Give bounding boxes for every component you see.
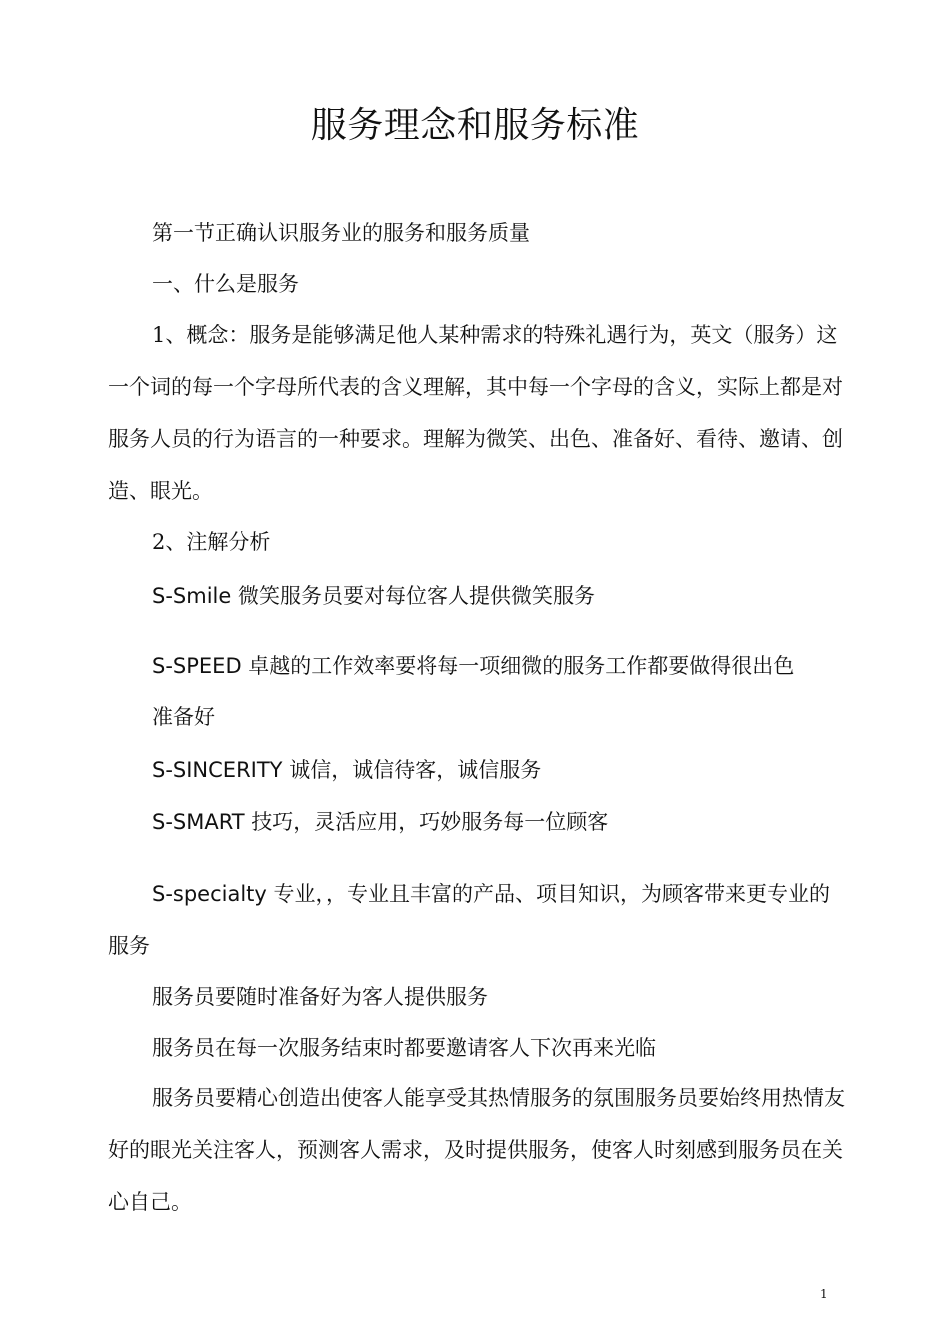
section-heading	[108, 207, 850, 259]
sincerity-text: 诚信，诚信待客，诚信服务	[289, 758, 542, 782]
prepared-text: 服务员要随时准备好为客人提供服务	[152, 985, 488, 1009]
concept-paragraph-text: 1、概念：服务是能够满足他人某种需求的特殊礼遇行为，英文（服务）这一个词的每一个字母所代表的含义理解，其中每一个字母的含义，实际上都是对服务人员的行为语言的一种要求。理解为微笑、出色、准备好、看待、邀请、创造、眼光。	[108, 323, 843, 503]
subsection-heading-text: 一、什么是服务	[152, 272, 299, 296]
atmosphere-text: 服务员要精心创造出使客人能享受其热情服务的氛围服务员要始终用热情友好的眼光关注客人，预测客人需求，及时提供服务，使客人时刻感到服务员在关心自己。	[108, 1086, 845, 1214]
section-heading-text: 第一节正确认识服务业的服务和服务质量	[152, 221, 530, 245]
smart-label: S-SMART	[152, 810, 245, 834]
subsection-heading	[108, 258, 850, 310]
analysis-heading-text: 2、注解分析	[152, 530, 271, 554]
sincerity-label: S-SINCERITY	[152, 758, 283, 782]
smile-paragraph	[108, 570, 850, 622]
invite-paragraph	[108, 1022, 850, 1074]
atmosphere-paragraph	[108, 1072, 850, 1228]
specialty-paragraph	[108, 868, 850, 972]
sincerity-paragraph	[108, 744, 850, 796]
smile-text: 微笑服务员要对每位客人提供微笑服务	[237, 584, 595, 608]
ready-text: 准备好	[152, 705, 215, 729]
ready-paragraph	[108, 691, 850, 743]
concept-paragraph	[108, 309, 850, 517]
specialty-text: 专业，，专业且丰富的产品、项目知识，为顾客带来更专业的服务	[108, 882, 831, 958]
speed-label: S-SPEED	[152, 654, 242, 678]
page-number: 1	[820, 1287, 828, 1301]
prepared-paragraph	[108, 971, 850, 1023]
speed-paragraph	[108, 640, 850, 692]
specialty-label: S-specialty	[152, 882, 267, 906]
analysis-heading	[108, 516, 850, 568]
smart-paragraph	[108, 796, 850, 848]
smart-text: 技巧，灵活应用，巧妙服务每一位顾客	[251, 810, 609, 834]
document-title: 服务理念和服务标准	[310, 105, 640, 146]
speed-text: 卓越的工作效率要将每一项细微的服务工作都要做得很出色	[248, 654, 795, 678]
invite-text: 服务员在每一次服务结束时都要邀请客人下次再来光临	[152, 1036, 656, 1060]
smile-label: S-Smile	[152, 584, 232, 608]
